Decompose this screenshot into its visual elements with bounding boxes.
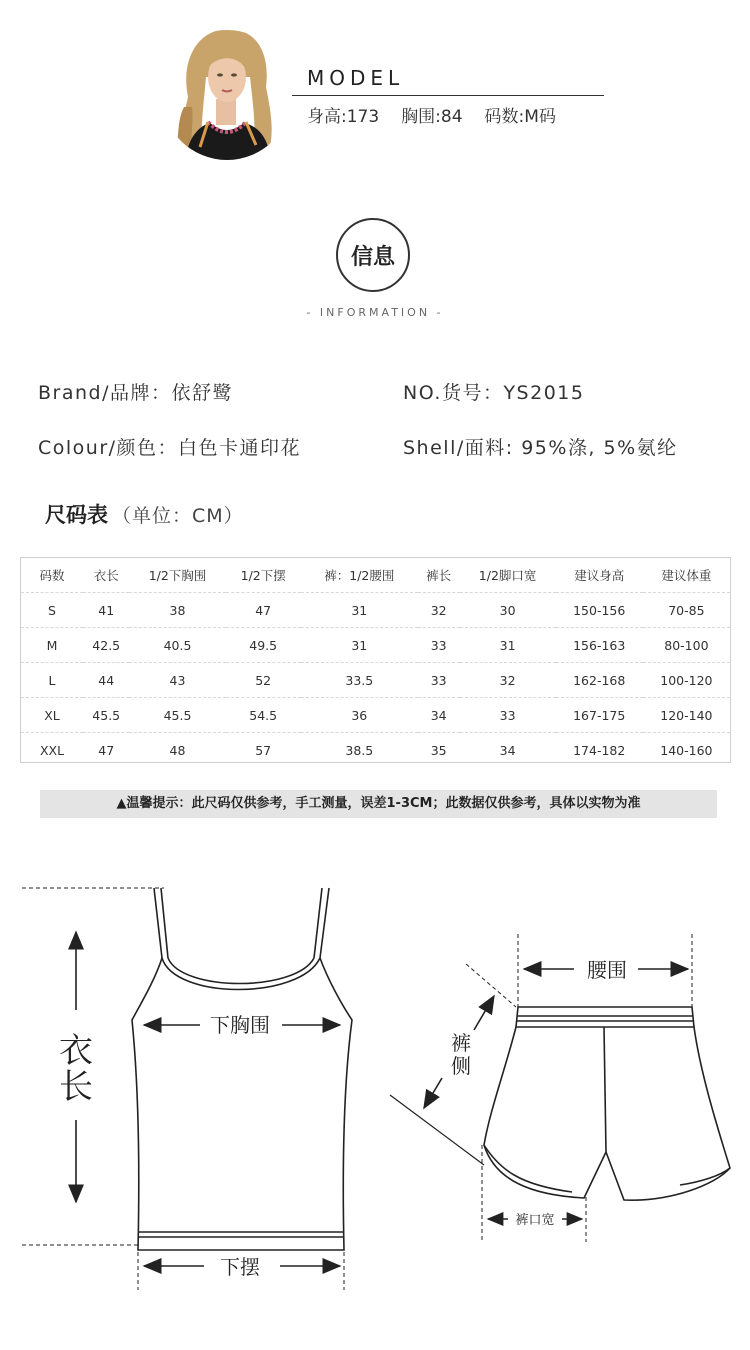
table-cell: 31 [460,628,556,663]
table-cell: 80-100 [643,628,730,663]
table-cell: 32 [460,663,556,698]
table-cell: 34 [418,698,460,733]
table-header-row [21,558,730,593]
label-top-hem: 下摆 [220,1255,260,1279]
spec-shell: Shell/面料: 95%涤, 5%氨纶 [403,437,678,459]
table-cell: 44 [83,663,129,698]
table-cell: 38.5 [301,733,418,768]
info-subtitle: - INFORMATION - [306,306,444,319]
table-cell: 150-156 [556,593,643,628]
tip-banner: ▲温馨提示：此尺码仅供参考，手工测量，误差1-3CM；此数据仅供参考，具体以实物为准 [40,790,717,818]
table-cell: 40.5 [129,628,225,663]
table-cell: 34 [460,733,556,768]
table-cell: 167-175 [556,698,643,733]
table-cell: 36 [301,698,418,733]
model-divider [292,95,604,96]
table-header-cell: 码数 [39,568,65,583]
table-cell: 38 [129,593,225,628]
info-heading: 信息 [336,218,410,292]
table-header-cell: 衣长 [93,568,119,583]
table-cell: XL [21,698,83,733]
label-shorts-leg: 裤口宽 [515,1213,555,1228]
table-row [21,733,730,768]
table-cell: 100-120 [643,663,730,698]
table-cell: 33 [418,628,460,663]
table-header-cell: 1/2下胸围 [148,568,207,583]
table-cell: 156-163 [556,628,643,663]
table-cell: 174-182 [556,733,643,768]
table-cell: 47 [83,733,129,768]
size-chart-title-text: 尺码表 [45,503,108,527]
table-cell: 52 [226,663,301,698]
table-cell: 48 [129,733,225,768]
table-cell: 120-140 [643,698,730,733]
spec-brand: Brand/品牌：依舒鹭 [38,382,233,404]
measurement-diagrams [0,840,750,1346]
size-table [20,557,731,763]
size-chart-title [45,499,244,529]
side-arrow-up [474,996,494,1030]
table-cell: 35 [418,733,460,768]
table-cell: 33 [418,663,460,698]
table-header-cell: 裤长 [426,568,452,583]
table-cell: 162-168 [556,663,643,698]
label-shorts-side-1: 裤 [451,1031,471,1055]
table-cell: M [21,628,83,663]
table-header-cell: 1/2下摆 [240,568,286,583]
label-shorts-side-2: 侧 [451,1054,471,1078]
table-cell: 31 [301,593,418,628]
size-chart-unit: （单位：CM） [112,505,244,527]
model-height: 身高:173 [307,107,380,127]
table-header-cell: 建议身高 [574,568,625,583]
table-row [21,698,730,733]
table-cell: 41 [83,593,129,628]
table-row [21,628,730,663]
model-bust: 胸围:84 [401,107,463,127]
shorts-outline [484,1007,730,1200]
table-cell: 47 [226,593,301,628]
table-cell: 33 [460,698,556,733]
label-top-length-2: 长 [59,1067,93,1107]
side-arrow-down [424,1078,442,1108]
table-cell: 70-85 [643,593,730,628]
table-cell: 45.5 [83,698,129,733]
table-cell: 45.5 [129,698,225,733]
label-shorts-waist: 腰围 [587,958,627,982]
table-cell: 140-160 [643,733,730,768]
table-cell: 49.5 [226,628,301,663]
table-cell: L [21,663,83,698]
side-guide-line [390,1095,484,1165]
table-cell: 30 [460,593,556,628]
table-cell: XXL [21,733,83,768]
table-cell: S [21,593,83,628]
table-header-cell: 1/2脚口宽 [478,568,537,583]
spec-item-no: NO.货号：YS2015 [403,382,585,404]
table-row [21,593,730,628]
model-stats [307,102,556,127]
table-cell: 43 [129,663,225,698]
table-cell: 33.5 [301,663,418,698]
spec-colour: Colour/颜色：白色卡通印花 [38,437,302,459]
table-row [21,663,730,698]
table-header-cell: 裤：1/2腰围 [324,568,395,583]
table-cell: 32 [418,593,460,628]
label-top-length-1: 衣 [59,1031,93,1071]
table-cell: 31 [301,628,418,663]
label-top-bust: 下胸围 [210,1013,270,1037]
model-size: 码数:M码 [484,107,556,127]
table-cell: 57 [226,733,301,768]
camisole-outline [132,888,352,1250]
table-cell: 42.5 [83,628,129,663]
table-header-cell: 建议体重 [661,568,712,583]
model-avatar [170,27,280,162]
model-title: MODEL [307,66,405,90]
table-cell: 54.5 [226,698,301,733]
